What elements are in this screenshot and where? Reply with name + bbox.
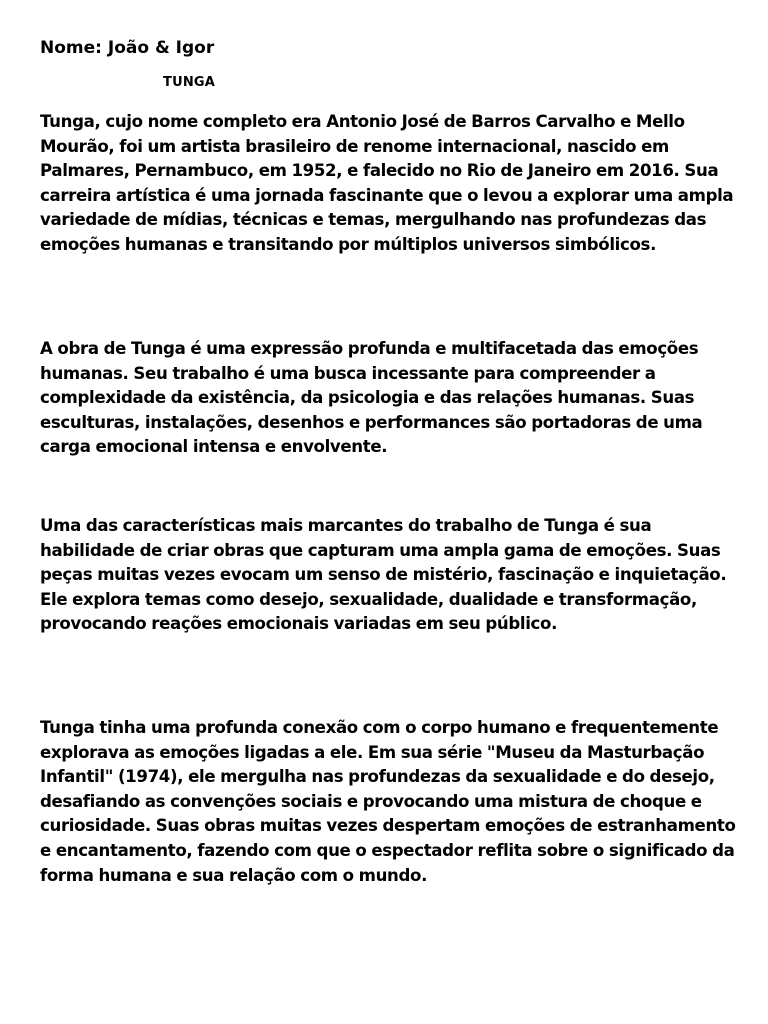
paragraph-human-body: Tunga tinha uma profunda conexão com o corpo humano e frequentemente explorava as emoções ligadas a ele. Em sua série "Museu da Masturbação Infantil" (1974), ele mergulha nas profundezas da sexualidade e do desejo, desafiando as convenções sociais e provocando uma mistura de choque e curiosidade. Suas obras muitas vezes despertam emoções de estranhamento e encantamento, fazendo com que o espectador reflita sobre o significado da forma humana e sua relação com o mundo.: [40, 718, 736, 885]
paragraph-emotions: A obra de Tunga é uma expressão profunda e multifacetada das emoções humanas. Seu trabalho é uma busca incessante para compreender a complexidade da existência, da psicologia e das relações humanas. Suas esculturas, instalações, desenhos e performances são portadoras de uma carga emocional intensa e envolvente.: [40, 339, 703, 457]
author-line: Nome: João & Igor: [40, 38, 215, 58]
document-title: TUNGA: [163, 75, 216, 90]
paragraph-characteristics: Uma das características mais marcantes do trabalho de Tunga é sua habilidade de criar obras que capturam uma ampla gama de emoções. Suas peças muitas vezes evocam um senso de mistério, fascinação e inquietação. Ele explora temas como desejo, sexualidade, dualidade e transformação, provocando reações emocionais variadas em seu público.: [40, 516, 727, 634]
paragraph-biography: Tunga, cujo nome completo era Antonio José de Barros Carvalho e Mello Mourão, foi um artista brasileiro de renome internacional, nascido em Palmares, Pernambuco, em 1952, e falecido no Rio de Janeiro em 2016. Sua carreira artística é uma jornada fascinante que o levou a explorar uma ampla variedade de mídias, técnicas e temas, mergulhando nas profundezas das emoções humanas e transitando por múltiplos universos simbólicos.: [40, 112, 734, 254]
